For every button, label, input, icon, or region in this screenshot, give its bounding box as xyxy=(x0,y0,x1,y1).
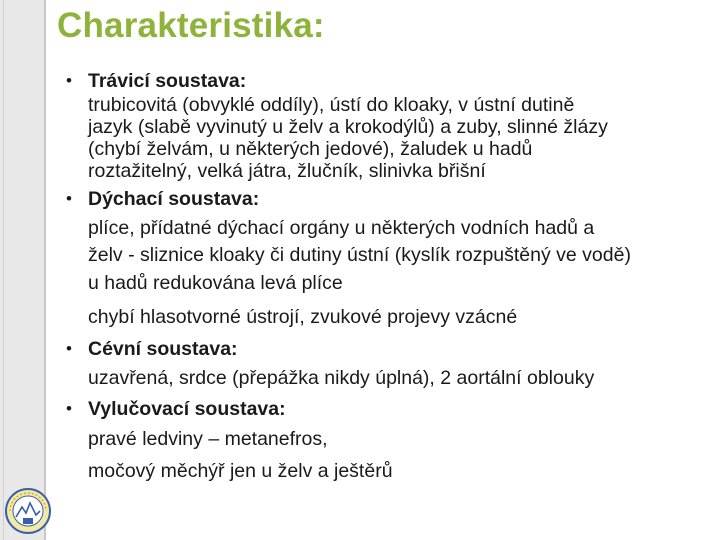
school-seal-icon xyxy=(4,487,52,535)
bullet-list xyxy=(66,68,706,486)
section-line: želv - sliznice kloaky či dutiny ústní (kyslík rozpuštěný ve vodě) xyxy=(88,244,631,266)
section-heading: Vylučovací soustava: xyxy=(88,398,286,420)
bullet-icon: • xyxy=(66,339,72,358)
bullet-icon: • xyxy=(66,399,72,418)
section-line: pravé ledviny – metanefros, xyxy=(88,428,328,450)
section-line: uzavřená, srdce (přepážka nikdy úplná), 2 aortální oblouky xyxy=(88,367,595,389)
bullet-icon: • xyxy=(66,189,72,208)
section-heading: Dýchací soustava: xyxy=(88,188,260,210)
list-item-cevni xyxy=(66,336,706,394)
section-line: trubicovitá (obvyklé oddíly), ústí do kloaky, v ústní dutině xyxy=(88,94,575,116)
list-item-travici xyxy=(66,68,706,182)
section-line: močový měchýř jen u želv a ještěrů xyxy=(88,460,393,482)
section-line: plíce, přídatné dýchací orgány u některých vodních hadů a xyxy=(88,217,595,239)
section-line: u hadů redukována levá plíce xyxy=(88,272,343,294)
section-heading: Trávicí soustava: xyxy=(88,70,247,92)
section-line: chybí hlasotvorné ústrojí, zvukové projevy vzácné xyxy=(88,306,518,328)
bullet-icon: • xyxy=(66,71,72,90)
list-item-vylucovaci xyxy=(66,396,706,486)
slide-title: Charakteristika: xyxy=(57,6,325,45)
section-line: jazyk (slabě vyvinutý u želv a krokodýlů) a zuby, slinné žlázy xyxy=(88,116,608,138)
left-sidebar-strip xyxy=(0,0,46,540)
section-line: roztažitelný, velká játra, žlučník, slinivka břišní xyxy=(88,160,486,182)
list-item-dychaci xyxy=(66,186,706,334)
sidebar-divider xyxy=(3,0,4,540)
section-line: (chybí želvám, u některých jedové), žaludek u hadů xyxy=(88,138,533,160)
section-heading: Cévní soustava: xyxy=(88,338,238,360)
